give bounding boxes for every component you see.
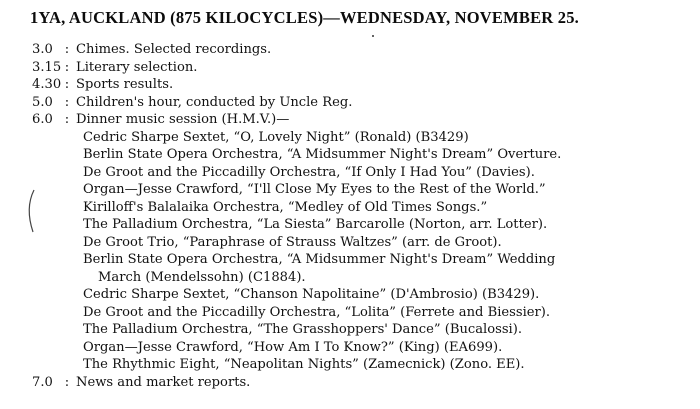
program-entry: Children's hour, conducted by Uncle Reg. [76, 94, 353, 110]
dinner-music-item: The Palladium Orchestra, “La Siesta” Barcarolle (Norton, arr. Lotter). [83, 217, 548, 232]
time-separator: : [64, 42, 70, 57]
schedule-row [32, 41, 682, 59]
dinner-music-item: Organ—Jesse Crawford, “How Am I To Know?” (King) (EA699). [83, 339, 503, 355]
program-schedule [32, 41, 682, 391]
dinner-music-item: The Palladium Orchestra, “The Grasshoppers' Dance” (Bucalossi). [83, 322, 522, 337]
dinner-music-item: Berlin State Opera Orchestra, “A Midsummer Night's Dream” Overture. [83, 147, 562, 162]
schedule-row [32, 374, 682, 392]
dinner-music-item: Cedric Sharpe Sextet, “Chanson Napolitaine” (D'Ambrosio) (B3429). [83, 287, 540, 302]
dinner-music-item: De Groot and the Piccadilly Orchestra, “Lolita” (Ferrete and Biessier). [83, 304, 551, 320]
dinner-music-item: Berlin State Opera Orchestra, “A Midsummer Night's Dream” Wedding [83, 252, 556, 267]
time-label: 4.30 [32, 77, 62, 92]
dinner-music-item: Kirilloff's Balalaika Orchestra, “Medley of Old Times Songs.” [83, 199, 488, 215]
schedule-row [32, 111, 682, 129]
dinner-music-item: De Groot and the Piccadilly Orchestra, “If Only I Had You” (Davies). [83, 164, 535, 180]
program-entry: Sports results. [76, 77, 174, 92]
time-separator: : [64, 94, 70, 110]
program-entry: Chimes. Selected recordings. [76, 42, 272, 57]
dinner-music-item: De Groot Trio, “Paraphrase of Strauss Waltzes” (arr. de Groot). [83, 234, 502, 250]
time-label: 3.0 [32, 42, 53, 57]
schedule-row [32, 59, 682, 77]
print-speck [372, 35, 374, 37]
time-label: 3.15 [32, 59, 62, 75]
dinner-music-item-continuation: March (Mendelssohn) (C1884). [98, 269, 306, 285]
time-separator: : [64, 77, 70, 92]
time-separator: : [64, 112, 70, 127]
program-entry: Literary selection. [76, 59, 198, 75]
dinner-music-item: Organ—Jesse Crawford, “I'll Close My Eyes to the Rest of the World.” [83, 182, 546, 197]
station-heading: 1YA, AUCKLAND (875 KILOCYCLES)—WEDNESDAY, NOVEMBER 25. [30, 8, 579, 27]
schedule-row [32, 94, 682, 112]
time-label: 7.0 [32, 374, 53, 390]
schedule-row [32, 76, 682, 94]
time-label: 5.0 [32, 94, 53, 110]
dinner-music-item: The Rhythmic Eight, “Neapolitan Nights” (Zamecnick) (Zono. EE). [83, 357, 525, 372]
time-separator: : [64, 374, 70, 390]
time-separator: : [64, 59, 70, 75]
time-label: 6.0 [32, 112, 53, 127]
program-entry: News and market reports. [76, 374, 251, 390]
dinner-music-item: Cedric Sharpe Sextet, “O, Lovely Night” (Ronald) (B3429) [83, 129, 469, 145]
program-entry: Dinner music session (H.M.V.)— [76, 112, 290, 127]
